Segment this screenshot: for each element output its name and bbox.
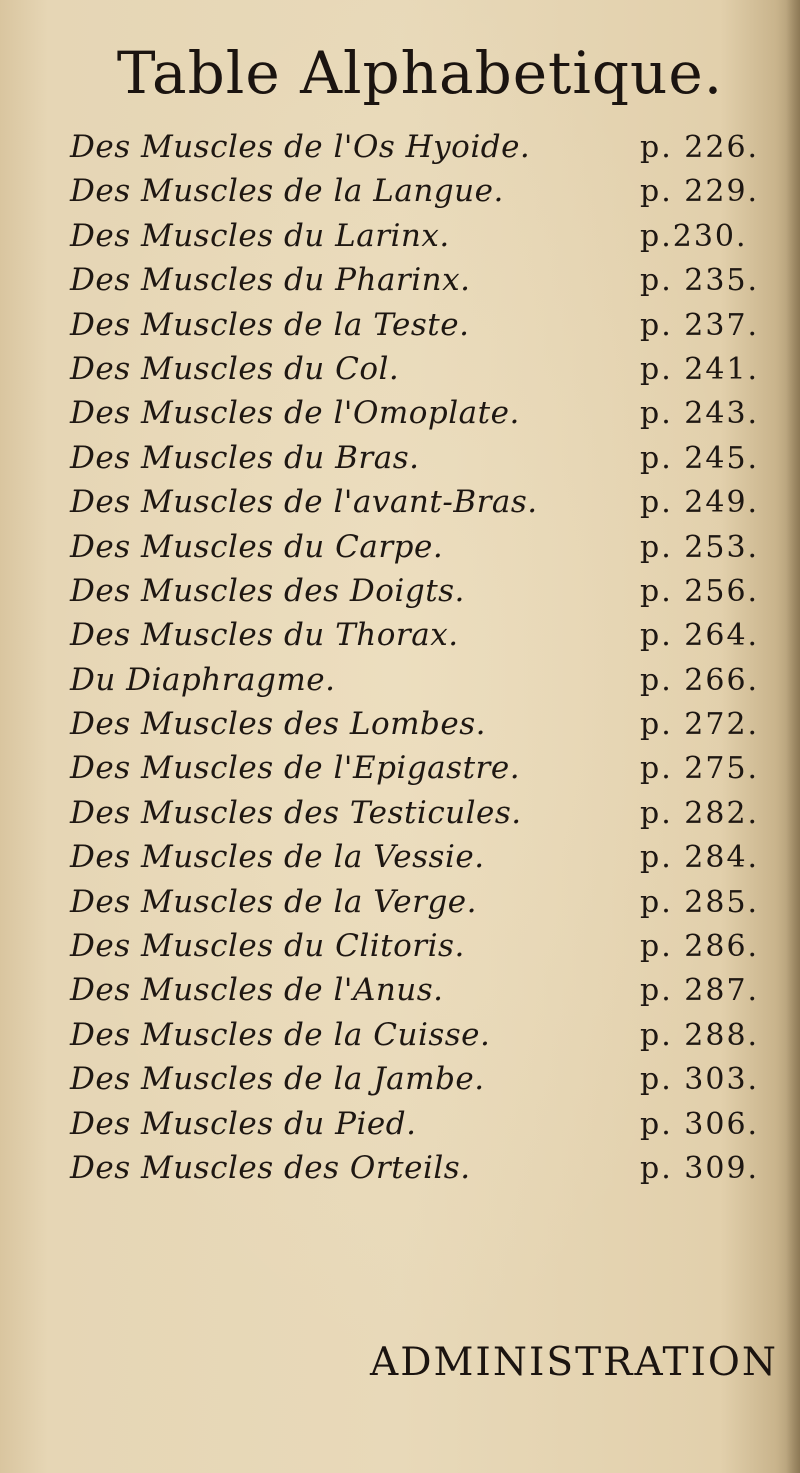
- entry-page-number: p. 253.: [640, 529, 760, 565]
- entry-page-number: p. 303.: [640, 1062, 760, 1098]
- entry-title: Des Muscles de l'Os Hyoide.: [70, 129, 531, 165]
- toc-entry: [70, 746, 788, 790]
- toc-entry: [70, 702, 788, 746]
- toc-entry: [70, 391, 788, 435]
- entry-title: Des Muscles de l'Omoplate.: [70, 395, 520, 432]
- toc-entry: [70, 1102, 788, 1146]
- entry-page-number: p. 287.: [640, 973, 760, 1009]
- entry-page-number: p. 237.: [640, 307, 760, 343]
- entry-title: Des Muscles du Bras.: [70, 439, 420, 476]
- toc-entry: [70, 924, 788, 968]
- entry-title: Des Muscles du Pied.: [70, 1105, 417, 1142]
- entry-title: Des Muscles des Orteils.: [70, 1149, 471, 1186]
- entry-page-number: p. 235.: [640, 263, 760, 299]
- toc-entry: [70, 613, 788, 657]
- toc-entry: [70, 436, 788, 480]
- toc-entry: [70, 347, 788, 391]
- toc-entry: [70, 258, 788, 302]
- entry-title: Des Muscles du Pharinx.: [70, 262, 471, 299]
- toc-entry: [70, 1013, 788, 1057]
- entry-page-number: p. 245.: [640, 440, 760, 476]
- table-of-contents: [70, 125, 788, 1190]
- entry-page-number: p. 275.: [640, 751, 760, 787]
- entry-page-number: p. 285.: [640, 884, 760, 920]
- entry-title: Des Muscles du Carpe.: [70, 528, 444, 565]
- entry-title: Des Muscles de la Verge.: [70, 883, 478, 920]
- entry-page-number: p. 243.: [640, 396, 760, 432]
- entry-title: Des Muscles de la Langue.: [70, 173, 504, 210]
- entry-page-number: p.230.: [640, 218, 748, 254]
- entry-page-number: p. 256.: [640, 573, 760, 609]
- entry-title: Du Diaphragme.: [70, 661, 336, 698]
- entry-title: Des Muscles de la Vessie.: [70, 839, 485, 876]
- toc-entry: [70, 525, 788, 569]
- entry-page-number: p. 288.: [640, 1017, 760, 1053]
- entry-page-number: p. 286.: [640, 929, 760, 965]
- toc-entry: [70, 214, 788, 258]
- toc-entry: [70, 658, 788, 702]
- entry-page-number: p. 226.: [640, 130, 760, 165]
- entry-title: Des Muscles du Clitoris.: [70, 928, 465, 965]
- entry-page-number: p. 264.: [640, 618, 760, 654]
- entry-page-number: p. 282.: [640, 795, 760, 831]
- toc-entry: [70, 169, 788, 213]
- entry-title: Des Muscles de l'Epigastre.: [70, 750, 521, 787]
- entry-page-number: p. 229.: [640, 174, 760, 210]
- entry-page-number: p. 309.: [640, 1150, 760, 1186]
- toc-entry: [70, 968, 788, 1012]
- toc-entry: [70, 1146, 788, 1190]
- catchword: ADMINISTRATION: [370, 1340, 778, 1385]
- toc-entry: [70, 880, 788, 924]
- entry-title: Des Muscles des Testicules.: [70, 794, 522, 831]
- page-title: Table Alphabetique.: [116, 39, 724, 107]
- toc-entry: [70, 835, 788, 879]
- entry-title: Des Muscles de l'avant-Bras.: [70, 484, 538, 521]
- entry-page-number: p. 272.: [640, 707, 760, 743]
- entry-page-number: p. 241.: [640, 351, 760, 387]
- entry-title: Des Muscles de la Jambe.: [70, 1061, 485, 1098]
- entry-title: Des Muscles des Doigts.: [70, 572, 465, 609]
- entry-title: Des Muscles du Thorax.: [70, 617, 459, 654]
- toc-entry: [70, 303, 788, 347]
- entry-page-number: p. 284.: [640, 840, 760, 876]
- entry-title: Des Muscles de l'Anus.: [70, 972, 444, 1009]
- toc-entry: [70, 480, 788, 524]
- entry-title: Des Muscles de la Teste.: [70, 306, 470, 343]
- page-edge-shadow: [786, 0, 800, 1473]
- entry-page-number: p. 266.: [640, 662, 760, 698]
- toc-entry: [70, 1057, 788, 1101]
- entry-page-number: p. 306.: [640, 1106, 760, 1142]
- entry-title: Des Muscles des Lombes.: [70, 706, 487, 743]
- entry-title: Des Muscles du Larinx.: [70, 217, 450, 254]
- entry-page-number: p. 249.: [640, 485, 760, 521]
- entry-title: Des Muscles de la Cuisse.: [70, 1016, 491, 1053]
- toc-entry: [70, 569, 788, 613]
- toc-entry: [70, 791, 788, 835]
- toc-entry: [70, 125, 788, 169]
- entry-title: Des Muscles du Col.: [70, 350, 400, 387]
